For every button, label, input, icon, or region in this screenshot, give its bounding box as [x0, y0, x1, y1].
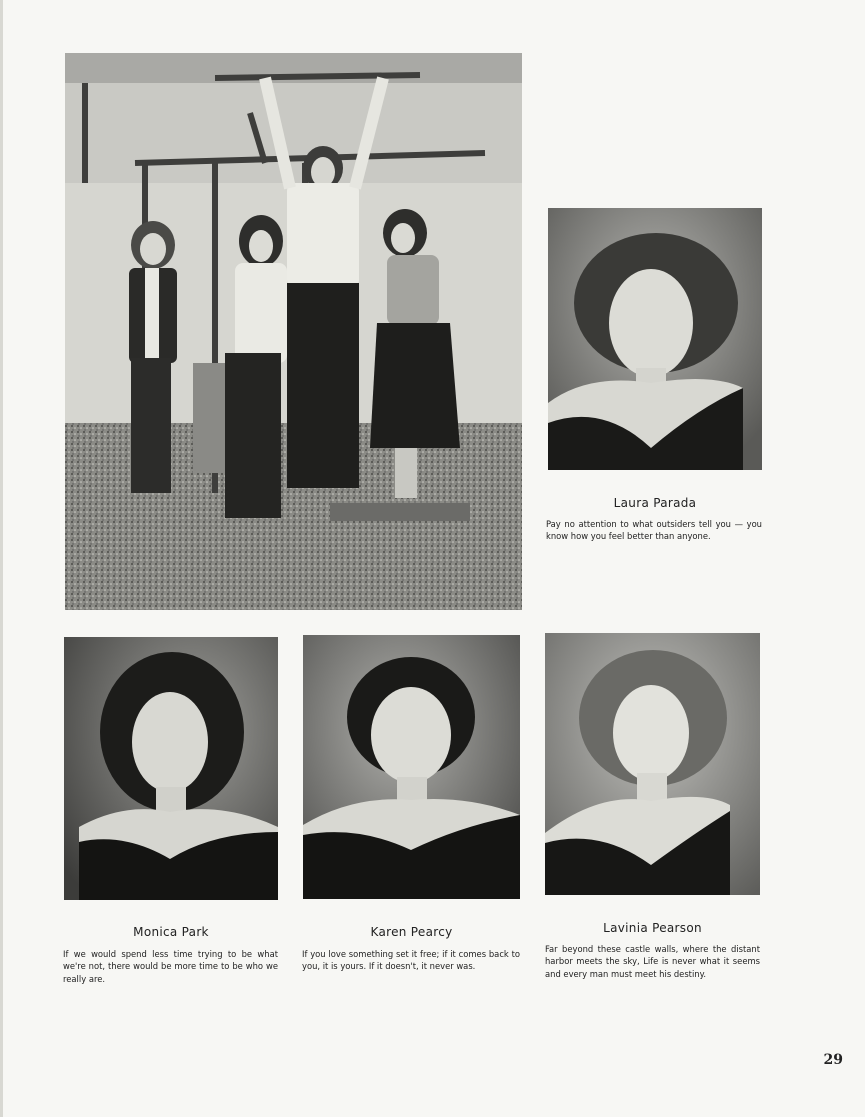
student-quote: If we would spend less time trying to be what we're not, there would be more time to be who we really are.: [63, 949, 278, 984]
student-quote: Far beyond these castle walls, where the distant harbor meets the sky, Life is never what it seems and every man must meet his destiny.: [545, 944, 760, 979]
group-photo: [65, 53, 522, 610]
page-number: 29: [823, 1052, 843, 1068]
portrait-monica-park: [64, 637, 278, 900]
student-name: Lavinia Pearson: [603, 921, 702, 935]
student-quote: If you love something set it free; if it comes back to you, it is yours. If it doesn't, it never was.: [302, 949, 520, 972]
portrait-laura-parada: [548, 208, 762, 470]
student-name: Karen Pearcy: [370, 925, 453, 939]
student-name: Laura Parada: [613, 496, 697, 510]
page-edge: [0, 0, 3, 1117]
student-quote: Pay no attention to what outsiders tell you — you know how you feel better than anyone.: [546, 519, 762, 542]
portrait-lavinia-pearson: [545, 633, 760, 895]
portrait-karen-pearcy: [303, 635, 520, 899]
student-name: Monica Park: [133, 925, 209, 939]
